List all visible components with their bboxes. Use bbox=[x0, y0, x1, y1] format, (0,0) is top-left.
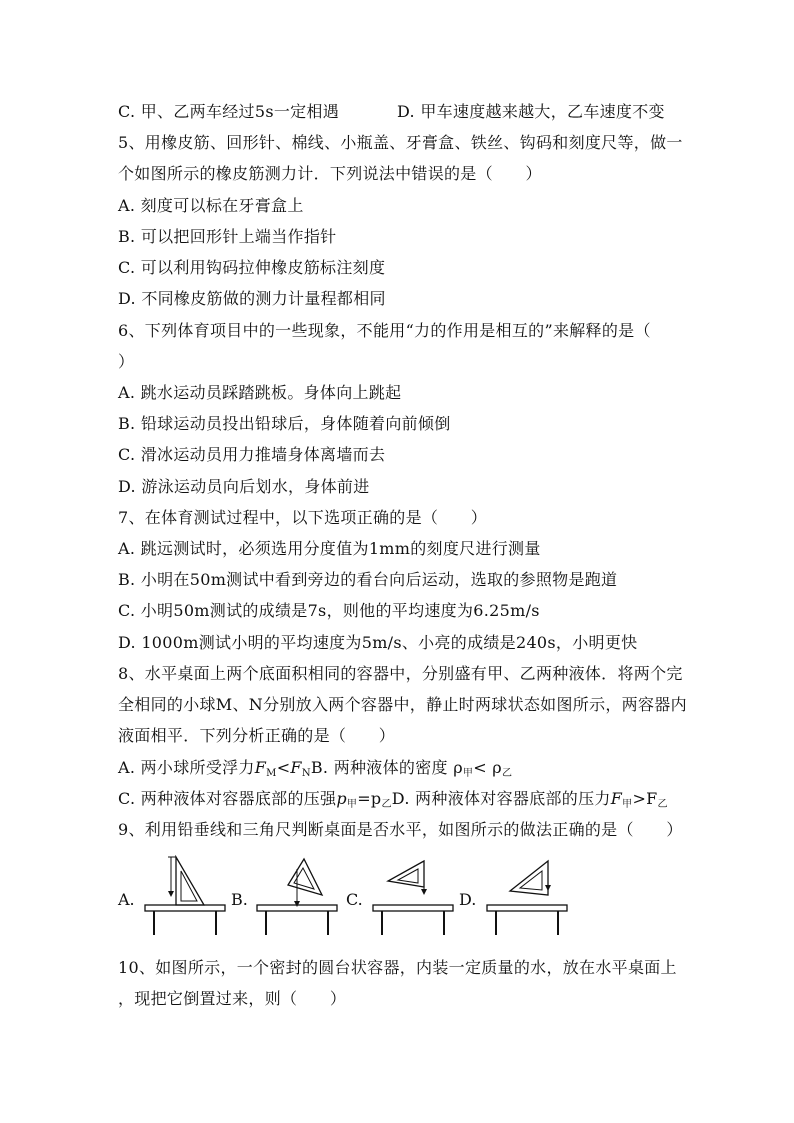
q9-label-b: B. bbox=[231, 890, 248, 909]
q8-option-ab: A. 两小球所受浮力$F_M<F_NB$. 两种液体的密度 $\rho_甲< \rho_乙$ bbox=[118, 758, 513, 779]
q5-stem-line2: 个如图所示的橡皮筋测力计．下列说法中错误的是（ ） bbox=[118, 164, 542, 183]
q9-label-c: C. bbox=[346, 890, 363, 909]
q6-option-a: A. 跳水运动员踩踏跳板。身体向上跳起 bbox=[118, 383, 402, 402]
q7-option-d: D. 1000m测试小明的平均速度为5m/s、小亮的成绩是240s，小明更快 bbox=[118, 633, 638, 652]
q7-stem: 7、在体育测试过程中，以下选项正确的是（ ） bbox=[118, 508, 488, 527]
q9-label-d: D. bbox=[459, 890, 477, 909]
q4-option-d: D. 甲车速度越来越大，乙车速度不变 bbox=[397, 102, 665, 121]
q5-option-d: D. 不同橡皮筋做的测力计量程都相同 bbox=[118, 289, 386, 308]
q9-figure-d bbox=[482, 855, 572, 937]
q10-stem-line1: 10、如图所示，一个密封的圆台状容器，内装一定质量的水，放在水平桌面上 bbox=[118, 958, 677, 977]
q8-stem-line1: 8、水平桌面上两个底面积相同的容器中，分别盛有甲、乙两种液体．将两个完 bbox=[118, 664, 683, 683]
q6-option-c: C. 滑冰运动员用力推墙身体离墙而去 bbox=[118, 445, 386, 464]
q9-figure-a bbox=[140, 855, 230, 937]
q6-option-d: D. 游泳运动员向后划水，身体前进 bbox=[118, 477, 370, 496]
q8-stem-line3: 液面相平．下列分析正确的是（ ） bbox=[118, 726, 396, 745]
q7-option-b: B. 小明在50m测试中看到旁边的看台向后运动，选取的参照物是跑道 bbox=[118, 570, 618, 589]
q6-stem-line2: ） bbox=[118, 352, 135, 371]
q8-option-cd: C. 两种液体对容器底部的压强$p_甲=p_乙D$. 两种液体对容器底部的压力$F_甲>F_乙$ bbox=[118, 789, 668, 810]
q8-stem-line2: 全相同的小球M、N分别放入两个容器中，静止时两球状态如图所示，两容器内 bbox=[118, 695, 687, 714]
q7-option-c: C. 小明50m测试的成绩是7s，则他的平均速度为6.25m/s bbox=[118, 601, 540, 620]
q7-option-a: A. 跳远测试时，必须选用分度值为1mm的刻度尺进行测量 bbox=[118, 539, 541, 558]
q10-stem-line2: ，现把它倒置过来，则（ ） bbox=[118, 989, 347, 1008]
q5-option-b: B. 可以把回形针上端当作指针 bbox=[118, 227, 337, 246]
q5-option-c: C. 可以利用钩码拉伸橡皮筋标注刻度 bbox=[118, 258, 386, 277]
q5-stem-line1: 5、用橡皮筋、回形针、棉线、小瓶盖、牙膏盒、铁丝、钩码和刻度尺等，做一 bbox=[118, 133, 683, 152]
q9-figure-b bbox=[252, 855, 342, 937]
q6-option-b: B. 铅球运动员投出铅球后，身体随着向前倾倒 bbox=[118, 414, 451, 433]
q9-figure-c bbox=[368, 855, 458, 937]
q9-stem: 9、利用铅垂线和三角尺判断桌面是否水平，如图所示的做法正确的是（ ） bbox=[118, 820, 683, 839]
q9-label-a: A. bbox=[118, 890, 135, 909]
q4-option-c: C. 甲、乙两车经过5s一定相遇 bbox=[118, 102, 340, 121]
q5-option-a: A. 刻度可以标在牙膏盒上 bbox=[118, 196, 304, 215]
q6-stem-line1: 6、下列体育项目中的一些现象，不能用“力的作用是相互的”来解释的是（ bbox=[118, 321, 651, 340]
